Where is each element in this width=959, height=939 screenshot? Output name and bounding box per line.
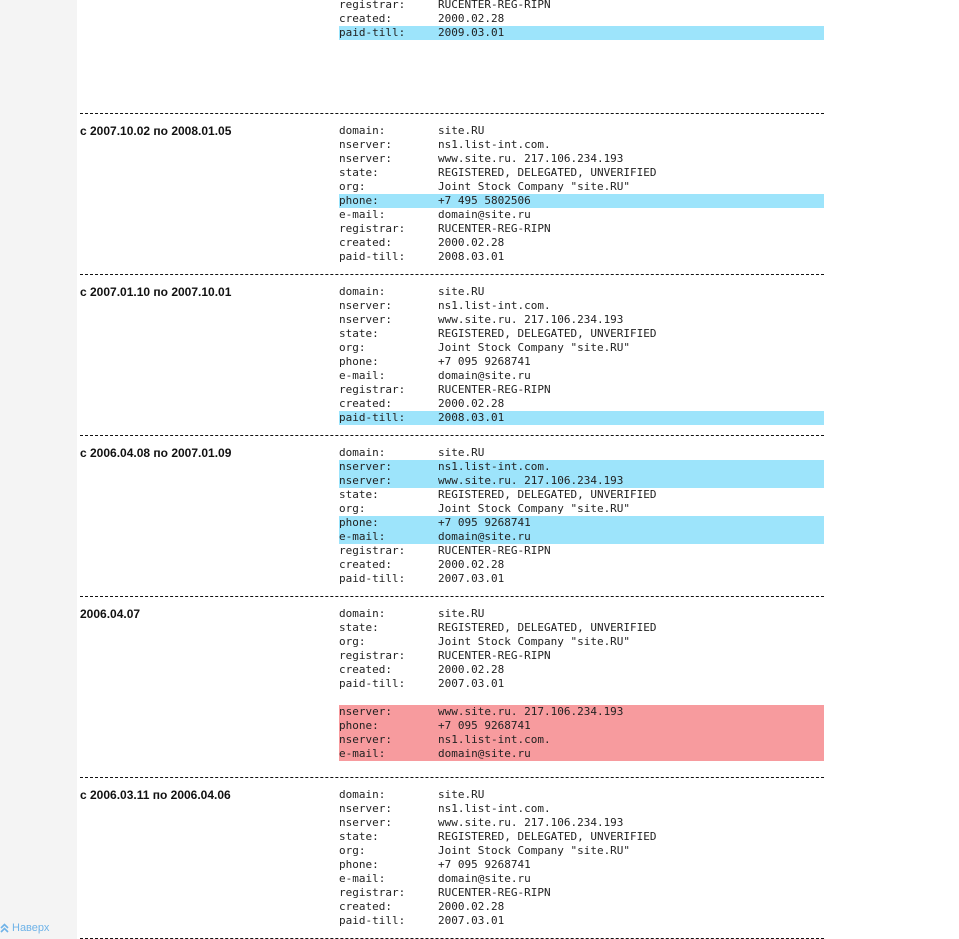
record-line — [339, 635, 824, 649]
record-key: phone: — [339, 355, 379, 368]
history-entry — [80, 446, 825, 586]
record-value: site.RU — [438, 788, 485, 801]
entry-separator — [80, 777, 824, 778]
record-key: created: — [339, 900, 392, 913]
record-value: 2008.03.01 — [438, 411, 505, 424]
entry-separator — [80, 435, 824, 436]
record-value: 2000.02.28 — [438, 397, 505, 410]
record-key: domain: — [339, 446, 386, 459]
record-value: 2007.03.01 — [438, 572, 505, 585]
record-value: 2009.03.01 — [438, 26, 505, 39]
record-key: created: — [339, 663, 392, 676]
record-key: nserver: — [339, 138, 392, 151]
record-line — [339, 250, 824, 264]
record-value: 2008.03.01 — [438, 250, 505, 263]
record-key: paid-till: — [339, 914, 406, 927]
record-key: state: — [339, 621, 379, 634]
record-line — [339, 663, 824, 677]
record-line-changed — [339, 460, 824, 474]
record-value: RUCENTER-REG-RIPN — [438, 0, 551, 11]
record-value: RUCENTER-REG-RIPN — [438, 544, 551, 557]
record-line — [339, 488, 824, 502]
record-key: registrar: — [339, 544, 406, 557]
record-value: 2000.02.28 — [438, 236, 505, 249]
record-key: phone: — [339, 516, 379, 529]
record-line — [339, 138, 824, 152]
record-value: ns1.list-int.com. — [438, 733, 551, 746]
record-key: created: — [339, 12, 392, 25]
record-line — [339, 299, 824, 313]
record-key: phone: — [339, 719, 379, 732]
record-key: state: — [339, 166, 379, 179]
record-line — [339, 649, 824, 663]
record-value: Joint Stock Company "site.RU" — [438, 180, 631, 193]
record-value: www.site.ru. 217.106.234.193 — [438, 152, 624, 165]
record-key: state: — [339, 327, 379, 340]
record-line — [339, 236, 824, 250]
record-key: org: — [339, 635, 366, 648]
history-entry — [80, 285, 825, 425]
record-value: ns1.list-int.com. — [438, 802, 551, 815]
record-value: Joint Stock Company "site.RU" — [438, 341, 631, 354]
record-key: paid-till: — [339, 411, 406, 424]
history-entry — [80, 124, 825, 264]
record-value: +7 095 9268741 — [438, 355, 531, 368]
record-line — [339, 621, 824, 635]
record-key: e-mail: — [339, 208, 386, 221]
record-value: 2000.02.28 — [438, 12, 505, 25]
record-value: RUCENTER-REG-RIPN — [438, 222, 551, 235]
whois-history-list — [80, 0, 825, 939]
history-entry — [80, 607, 825, 761]
record-line — [339, 369, 824, 383]
record-value: www.site.ru. 217.106.234.193 — [438, 313, 624, 326]
record-value: REGISTERED, DELEGATED, UNVERIFIED — [438, 830, 657, 843]
left-sidebar — [0, 0, 77, 939]
record-value: +7 095 9268741 — [438, 719, 531, 732]
double-chevron-up-icon — [0, 923, 9, 933]
record-line-changed — [339, 747, 824, 761]
entry-date-range: с 2006.04.08 по 2007.01.09 — [80, 446, 232, 460]
record-value: www.site.ru. 217.106.234.193 — [438, 816, 624, 829]
record-key: paid-till: — [339, 250, 406, 263]
record-line-changed — [339, 194, 824, 208]
record-key: org: — [339, 180, 366, 193]
back-to-top-label: Наверх — [12, 922, 50, 934]
record-key: registrar: — [339, 0, 406, 11]
entry-date-range: с 2007.10.02 по 2008.01.05 — [80, 124, 232, 138]
record-key: paid-till: — [339, 26, 406, 39]
record-key: e-mail: — [339, 872, 386, 885]
history-entry — [80, 0, 825, 40]
record-line — [339, 222, 824, 236]
record-value: Joint Stock Company "site.RU" — [438, 844, 631, 857]
record-line — [339, 607, 824, 621]
record-key: nserver: — [339, 152, 392, 165]
record-key: created: — [339, 236, 392, 249]
record-key: nserver: — [339, 705, 392, 718]
record-line — [339, 914, 824, 928]
record-key: domain: — [339, 124, 386, 137]
record-value: Joint Stock Company "site.RU" — [438, 502, 631, 515]
record-line-changed — [339, 26, 824, 40]
record-value: +7 095 9268741 — [438, 516, 531, 529]
record-value: ns1.list-int.com. — [438, 138, 551, 151]
record-key: nserver: — [339, 313, 392, 326]
record-value: REGISTERED, DELEGATED, UNVERIFIED — [438, 327, 657, 340]
entry-date-range: с 2007.01.10 по 2007.10.01 — [80, 285, 232, 299]
record-line — [339, 572, 824, 586]
record-line — [339, 208, 824, 222]
record-key: domain: — [339, 285, 386, 298]
record-line — [339, 397, 824, 411]
record-line — [339, 691, 824, 705]
record-line — [339, 327, 824, 341]
record-line — [339, 502, 824, 516]
record-line — [339, 900, 824, 914]
record-value: domain@site.ru — [438, 872, 531, 885]
record-key: nserver: — [339, 474, 392, 487]
record-line-changed — [339, 705, 824, 719]
entry-separator — [80, 596, 824, 597]
record-value: site.RU — [438, 446, 485, 459]
record-line-changed — [339, 474, 824, 488]
record-value: 2000.02.28 — [438, 558, 505, 571]
record-line — [339, 544, 824, 558]
record-line — [339, 558, 824, 572]
record-value: site.RU — [438, 124, 485, 137]
record-value: site.RU — [438, 607, 485, 620]
record-value: REGISTERED, DELEGATED, UNVERIFIED — [438, 621, 657, 634]
record-line — [339, 341, 824, 355]
record-key: created: — [339, 397, 392, 410]
record-key: domain: — [339, 607, 386, 620]
record-key: registrar: — [339, 222, 406, 235]
entry-date-range: 2006.04.07 — [80, 607, 141, 621]
record-line-changed — [339, 530, 824, 544]
record-line — [339, 830, 824, 844]
record-key: org: — [339, 341, 366, 354]
record-value: RUCENTER-REG-RIPN — [438, 383, 551, 396]
record-key: state: — [339, 830, 379, 843]
record-value: Joint Stock Company "site.RU" — [438, 635, 631, 648]
record-line-changed — [339, 411, 824, 425]
record-line — [339, 446, 824, 460]
record-value: www.site.ru. 217.106.234.193 — [438, 705, 624, 718]
record-value: domain@site.ru — [438, 747, 531, 760]
record-key: e-mail: — [339, 530, 386, 543]
record-key: paid-till: — [339, 572, 406, 585]
record-key: created: — [339, 558, 392, 571]
entry-separator — [80, 113, 824, 114]
record-line-changed — [339, 516, 824, 530]
record-key: paid-till: — [339, 677, 406, 690]
record-key: nserver: — [339, 733, 392, 746]
record-line — [339, 355, 824, 369]
record-line — [339, 816, 824, 830]
record-line-changed — [339, 719, 824, 733]
history-entry — [80, 788, 825, 928]
record-line — [339, 872, 824, 886]
record-line — [339, 802, 824, 816]
record-value: www.site.ru. 217.106.234.193 — [438, 474, 624, 487]
record-key: org: — [339, 502, 366, 515]
record-line — [339, 886, 824, 900]
record-value: site.RU — [438, 285, 485, 298]
record-key: e-mail: — [339, 747, 386, 760]
record-key: phone: — [339, 194, 379, 207]
record-line — [339, 858, 824, 872]
record-value: 2007.03.01 — [438, 677, 505, 690]
record-key: nserver: — [339, 460, 392, 473]
record-value: ns1.list-int.com. — [438, 299, 551, 312]
record-value: RUCENTER-REG-RIPN — [438, 886, 551, 899]
record-key: nserver: — [339, 802, 392, 815]
record-line — [339, 0, 824, 12]
record-line — [339, 285, 824, 299]
record-key: e-mail: — [339, 369, 386, 382]
record-value: REGISTERED, DELEGATED, UNVERIFIED — [438, 488, 657, 501]
back-to-top-link[interactable] — [0, 920, 49, 936]
record-key: domain: — [339, 788, 386, 801]
record-value: 2007.03.01 — [438, 914, 505, 927]
record-line — [339, 124, 824, 138]
record-line — [339, 152, 824, 166]
record-key: registrar: — [339, 649, 406, 662]
record-key: state: — [339, 488, 379, 501]
record-key: nserver: — [339, 299, 392, 312]
record-key: phone: — [339, 858, 379, 871]
record-value: REGISTERED, DELEGATED, UNVERIFIED — [438, 166, 657, 179]
record-line — [339, 12, 824, 26]
entry-separator — [80, 274, 824, 275]
record-line — [339, 788, 824, 802]
record-line — [339, 313, 824, 327]
record-line — [339, 383, 824, 397]
record-line — [339, 180, 824, 194]
record-line — [339, 844, 824, 858]
record-key: registrar: — [339, 383, 406, 396]
record-key: nserver: — [339, 816, 392, 829]
record-value: ns1.list-int.com. — [438, 460, 551, 473]
record-value: +7 495 5802506 — [438, 194, 531, 207]
record-value: 2000.02.28 — [438, 663, 505, 676]
record-line — [339, 166, 824, 180]
record-value: +7 095 9268741 — [438, 858, 531, 871]
record-value: domain@site.ru — [438, 208, 531, 221]
entry-date-range: с 2006.03.11 по 2006.04.06 — [80, 788, 231, 802]
record-key: org: — [339, 844, 366, 857]
record-key: registrar: — [339, 886, 406, 899]
record-value: 2000.02.28 — [438, 900, 505, 913]
record-value: domain@site.ru — [438, 530, 531, 543]
record-value: domain@site.ru — [438, 369, 531, 382]
record-line — [339, 677, 824, 691]
record-value: RUCENTER-REG-RIPN — [438, 649, 551, 662]
record-line-changed — [339, 733, 824, 747]
